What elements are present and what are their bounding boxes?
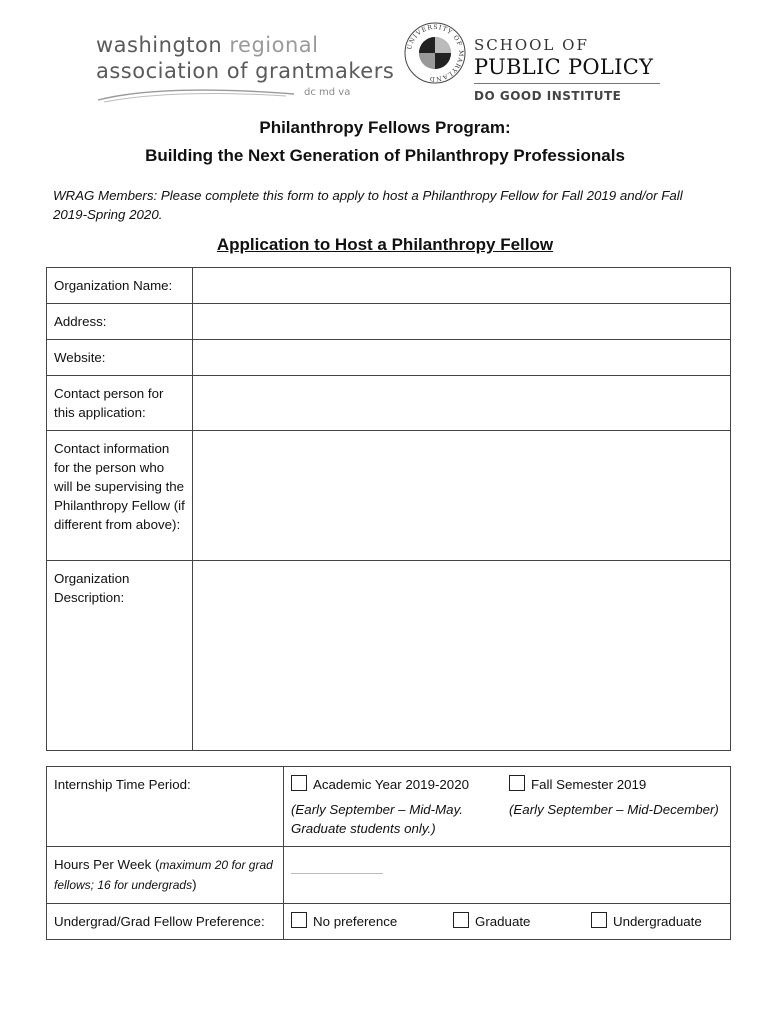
graduate-checkbox[interactable]	[453, 912, 469, 928]
page-title	[0, 114, 770, 170]
contact-person-label: Contact person for this application:	[47, 376, 193, 431]
hours-label-text: Hours Per Week (	[54, 857, 160, 872]
intro-text: WRAG Members: Please complete this form to apply to host a Philanthropy Fellow for Fall 2019 and/or Fall 2019-Spring 2020.	[53, 188, 683, 222]
website-label: Website:	[47, 340, 193, 376]
supervisor-contact-field[interactable]	[193, 431, 731, 561]
wrag-logo-tagline: dc md va	[304, 87, 351, 98]
wrag-swoosh-icon	[96, 86, 296, 104]
hours-per-week-label	[47, 847, 284, 904]
spp-divider	[474, 83, 660, 84]
table-row	[47, 767, 731, 847]
internship-details-table	[46, 766, 731, 940]
fall-semester-checkbox[interactable]	[509, 775, 525, 791]
table-row	[47, 431, 731, 561]
fellow-preference-options	[284, 904, 731, 940]
supervisor-contact-label: Contact information for the person who will be supervising the Philanthropy Fellow (if different from above):	[47, 431, 193, 561]
org-description-label: Organization Description:	[47, 561, 193, 751]
fall-semester-note: (Early September – Mid-December)	[509, 802, 719, 817]
title-line-2: Building the Next Generation of Philanthropy Professionals	[145, 146, 625, 165]
address-label: Address:	[47, 304, 193, 340]
wrag-logo	[96, 32, 395, 98]
org-name-label: Organization Name:	[47, 268, 193, 304]
undergraduate-label: Undergraduate	[613, 914, 702, 929]
wrag-logo-line-2: association of grantmakers	[96, 59, 395, 83]
hours-input-line[interactable]	[291, 873, 383, 874]
org-description-field[interactable]	[193, 561, 731, 751]
no-preference-checkbox[interactable]	[291, 912, 307, 928]
no-preference-label: No preference	[313, 914, 398, 929]
hours-hint: maximum 20 for grad fellows; 16 for undergrads	[54, 858, 273, 892]
org-name-field[interactable]	[193, 268, 731, 304]
hours-label-close: )	[192, 877, 197, 892]
table-row	[47, 561, 731, 751]
organization-info-table	[46, 267, 731, 751]
fellow-preference-label: Undergrad/Grad Fellow Preference:	[47, 904, 284, 940]
spp-line-2: PUBLIC POLICY	[474, 55, 654, 79]
undergraduate-checkbox[interactable]	[591, 912, 607, 928]
title-line-1: Philanthropy Fellows Program:	[259, 118, 511, 137]
header-logos	[0, 0, 770, 108]
spp-line-1: SCHOOL OF	[474, 36, 589, 54]
graduate-label: Graduate	[475, 914, 531, 929]
table-row	[47, 304, 731, 340]
spp-line-3: DO GOOD INSTITUTE	[474, 89, 622, 103]
umd-seal-text: UNIVERSITY OF MARYLAND	[406, 23, 465, 83]
academic-year-option-label: Academic Year 2019-2020	[313, 777, 469, 792]
table-row	[47, 847, 731, 904]
table-row	[47, 268, 731, 304]
wrag-logo-word-2: regional	[229, 33, 319, 57]
address-field[interactable]	[193, 304, 731, 340]
umd-seal-icon	[404, 22, 466, 84]
fall-semester-option-label: Fall Semester 2019	[531, 777, 647, 792]
internship-period-options	[284, 767, 731, 847]
contact-person-field[interactable]	[193, 376, 731, 431]
academic-year-checkbox[interactable]	[291, 775, 307, 791]
table-row	[47, 340, 731, 376]
school-public-policy-logo	[474, 36, 660, 103]
form-title: Application to Host a Philanthropy Fellow	[216, 235, 554, 254]
wrag-logo-word-1: washington	[96, 33, 223, 57]
academic-year-note: (Early September – Mid-May. Graduate students only.)	[291, 802, 463, 836]
website-field[interactable]	[193, 340, 731, 376]
table-row	[47, 376, 731, 431]
internship-period-label: Internship Time Period:	[47, 767, 284, 847]
table-row	[47, 904, 731, 940]
hours-per-week-field[interactable]	[284, 847, 731, 904]
